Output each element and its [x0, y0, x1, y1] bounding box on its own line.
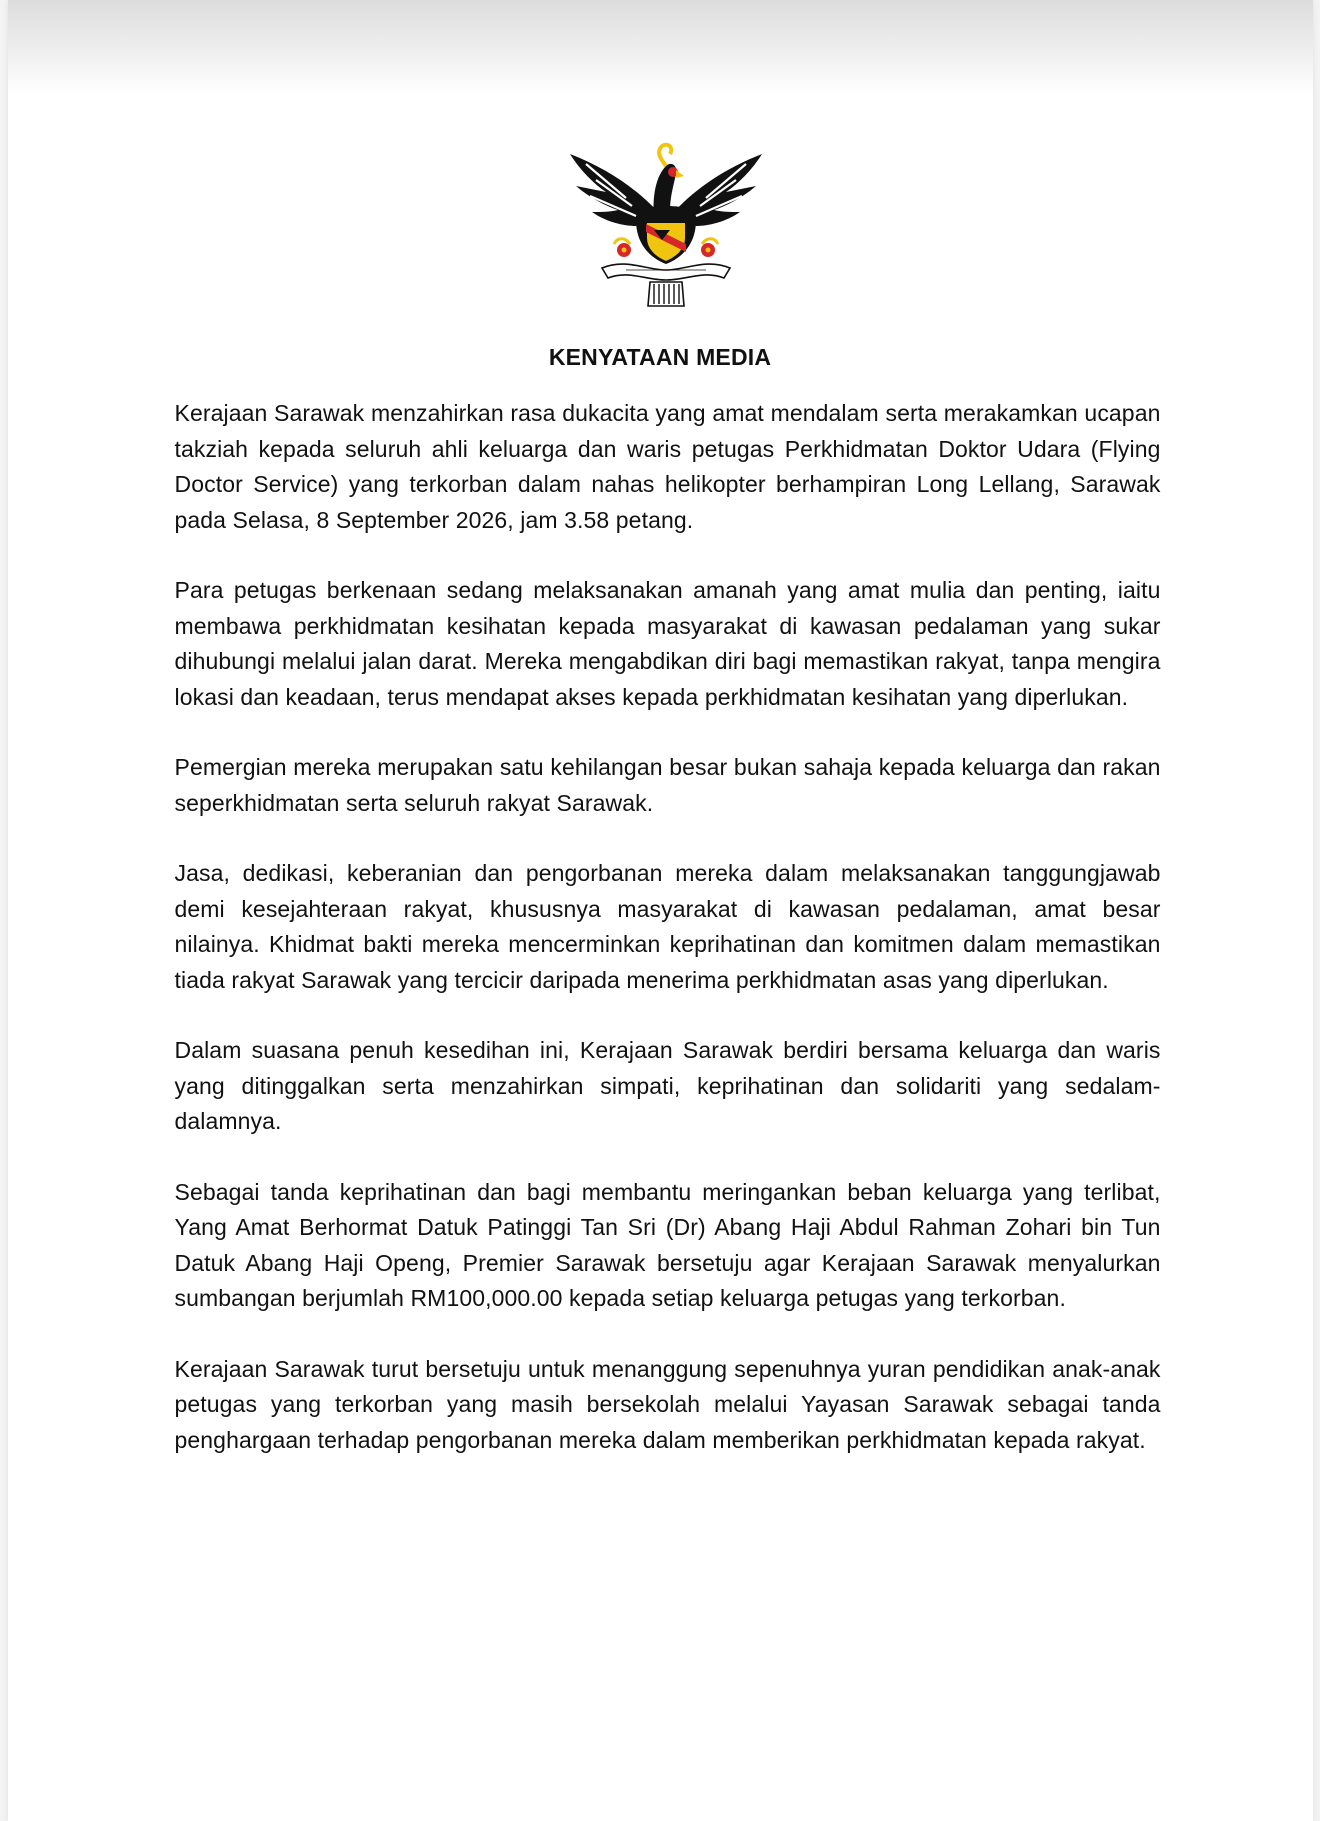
paragraph-solidarity: Dalam suasana penuh kesedihan ini, Kerajaan Sarawak berdiri bersama keluarga dan waris yang ditinggalkan serta menzahirkan simpati, keprihatinan dan solidariti yang sedalam-dalamnya. — [174, 1037, 1161, 1134]
document-title: KENYATAAN MEDIA — [548, 344, 772, 370]
paragraph-education: Kerajaan Sarawak turut bersetuju untuk menanggung sepenuhnya yuran pendidikan anak-anak petugas yang terkorban yang masih bersekolah melalui Yayasan Sarawak sebagai tanda penghargaan terhadap pengorbanan mereka dalam memberikan perkhidmatan kepada rakyat. — [174, 1355, 1161, 1453]
paragraph-condolence: Kerajaan Sarawak menzahirkan rasa dukacita yang amat mendalam serta merakamkan ucapan takziah kepada seluruh ahli keluarga dan waris petugas Perkhidmatan Doktor Udara (Flying Doctor Service) yang terkorban dalam nahas helikopter berhampiran Long Lellang, Sarawak pada Selasa, 8 September 2026, jam 3.58 petang. — [174, 400, 1161, 533]
sarawak-crest-logo — [566, 140, 766, 325]
paragraph-loss: Pemergian mereka merupakan satu kehilangan besar bukan sahaja kepada keluarga dan rakan seperkhidmatan serta seluruh rakyat Sarawak. — [174, 754, 1161, 816]
paragraph-contribution: Sebagai tanda keprihatinan dan bagi membantu meringankan beban keluarga yang terlibat, Yang Amat Berhormat Datuk Patinggi Tan Sri (Dr) Abang Haji Abdul Rahman Zohari bin Tun Datuk Abang Haji Openg, Premier Sarawak bersetuju agar Kerajaan Sarawak menyalurkan sumbangan berjumlah RM100,000.00 kepada setiap keluarga petugas yang terkorban. — [174, 1178, 1161, 1311]
statement-body — [175, 396, 1161, 1493]
document-page — [8, 0, 1313, 1821]
paragraph-mission: Para petugas berkenaan sedang melaksanakan amanah yang amat mulia dan penting, iaitu membawa perkhidmatan kesihatan kepada masyarakat di kawasan pedalaman yang sukar dihubungi melalui jalan darat. Mereka mengabdikan diri bagi memastikan rakyat, tanpa mengira lokasi dan keadaan, terus mendapat akses kepada perkhidmatan kesihatan yang diperlukan. — [174, 577, 1161, 710]
paragraph-dedication: Jasa, dedikasi, keberanian dan pengorbanan mereka dalam melaksanakan tanggungjawab demi kesejahteraan rakyat, khususnya masyarakat di kawasan pedalaman, amat besar nilainya. Khidmat bakti mereka mencerminkan keprihatinan dan komitmen dalam memastikan tiada rakyat Sarawak yang tercicir daripada menerima perkhidmatan asas yang diperlukan. — [174, 860, 1161, 993]
